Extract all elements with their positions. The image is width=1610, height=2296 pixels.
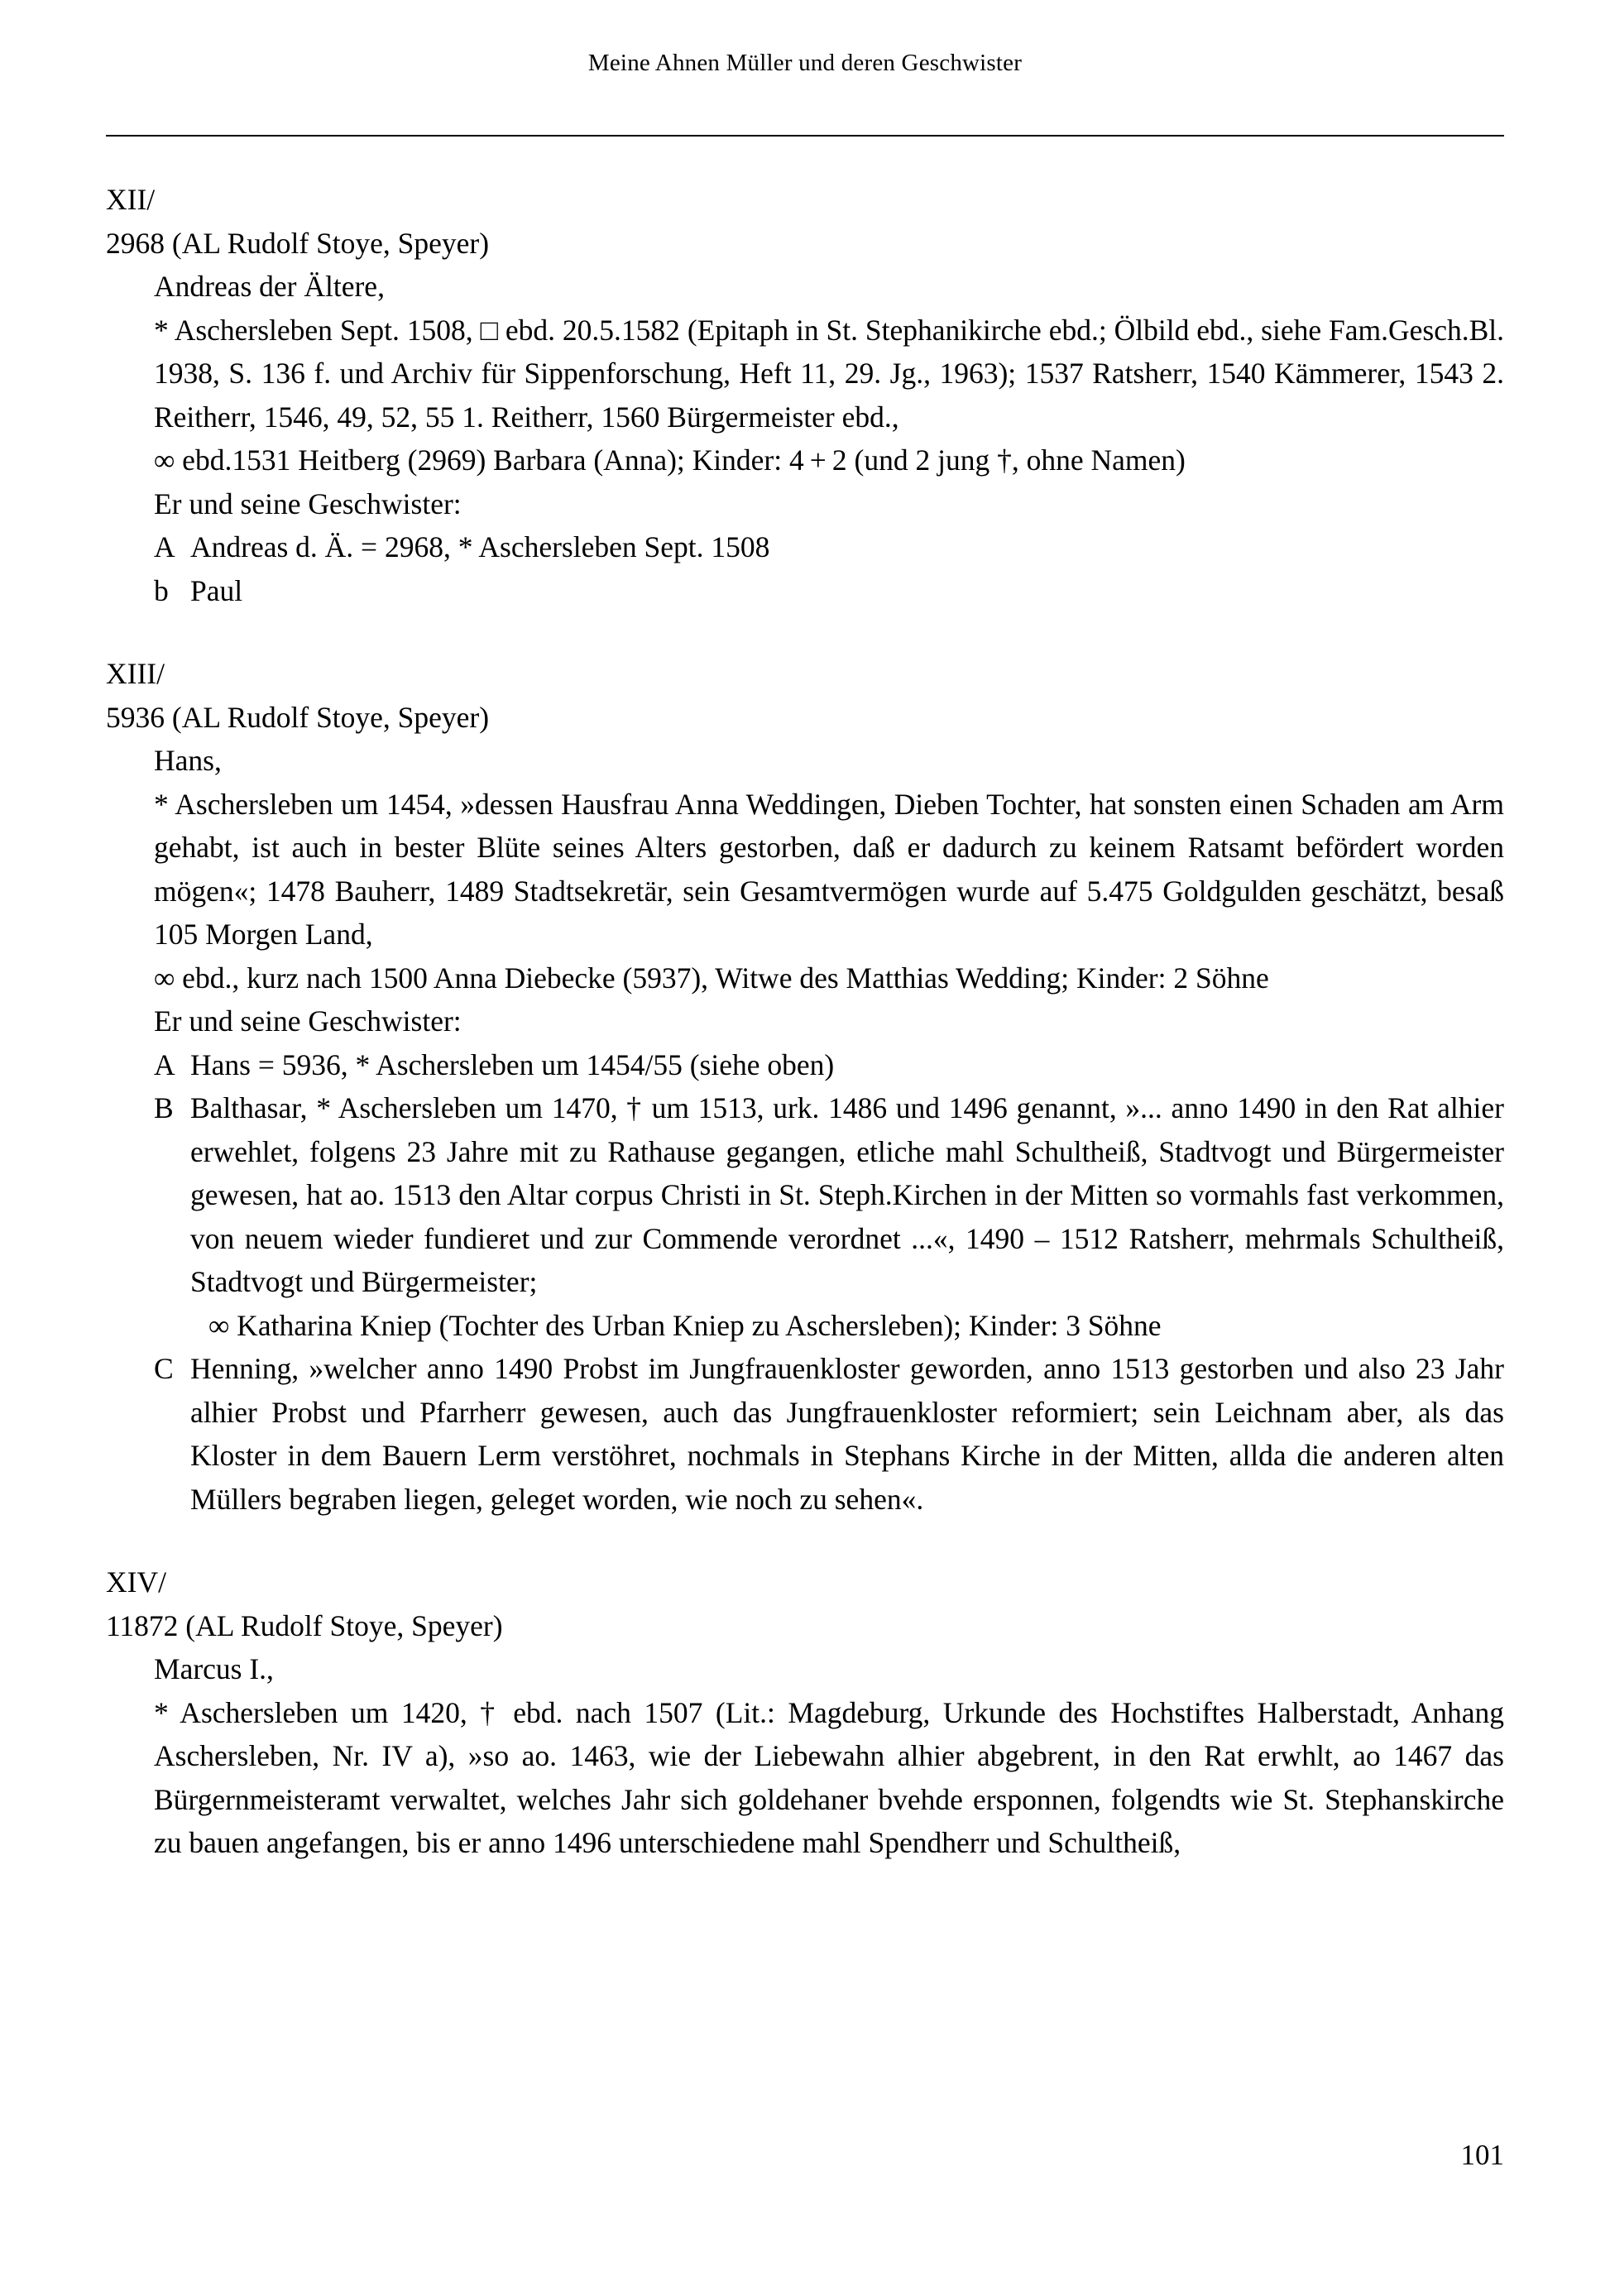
- sibling-entry: [154, 1086, 1504, 1347]
- ancestor-block-xiii: [106, 652, 1504, 1521]
- generation-label: XIII/: [106, 657, 165, 690]
- siblings-heading: Er und seine Geschwister:: [154, 487, 462, 520]
- text-column: [106, 178, 1504, 1865]
- header-rule: [106, 135, 1504, 137]
- sibling-text: Paul: [190, 573, 243, 607]
- ancestor-number-line: 5936 (AL Rudolf Stoye, Speyer): [106, 700, 490, 734]
- person-name: Andreas der Ältere,: [154, 270, 385, 303]
- sibling-main-text: Balthasar, * Aschersleben um 1470, † um 1513, urk. 1486 und 1496 genannt, »... anno 1490 in den Rat alhier erwehlet, folgens 23 Jahre mit zu Rathause gegangen, etliche mahl Schultheiß, Stadtvogt und Bürgermeister gewesen, hat ao. 1513 den Altar corpus Christi in St. Steph.Kirchen in der Mitten so vormahls fast verkommen, von neuem wieder fundieret und zur Commende verordnet ...«, 1490 – 1512 Ratsherr, mehrmals Schultheiß, Stadtvogt und Bürgermeister;: [190, 1091, 1504, 1298]
- page-number: 101: [1460, 2139, 1504, 2171]
- person-vitals: * Aschersleben Sept. 1508, □ ebd. 20.5.1582 (Epitaph in St. Stephanikirche ebd.; Ölbild ebd., siehe Fam.Gesch.Bl. 1938, S. 136 f. und Archiv für Sippenforschung, Heft 11, 29. Jg., 1963); 1537 Ratsherr, 1540 Kämmerer, 1543 2. Reitherr, 1546, 49, 52, 55 1. Reitherr, 1560 Bürgermeister ebd.,: [154, 313, 1504, 434]
- sibling-letter: A: [154, 1047, 175, 1081]
- ancestor-block-xii: [106, 178, 1504, 612]
- sibling-entry: [154, 1347, 1504, 1521]
- sibling-marriage-line: ∞ Katharina Kniep (Tochter des Urban Kniep zu Aschersleben); Kinder: 3 Söhne: [208, 1308, 1162, 1342]
- sibling-entry: [154, 569, 1504, 613]
- ancestor-number-line: 2968 (AL Rudolf Stoye, Speyer): [106, 226, 490, 260]
- sibling-entry: [154, 525, 1504, 569]
- person-name: Marcus I.,: [154, 1652, 274, 1685]
- person-name: Hans,: [154, 744, 222, 777]
- sibling-text: Hans = 5936, * Aschersleben um 1454/55 (siehe oben): [190, 1047, 835, 1081]
- sibling-letter: B: [154, 1091, 174, 1124]
- running-head: Meine Ahnen Müller und deren Geschwister: [587, 50, 1023, 76]
- marriage-line: ∞ ebd.1531 Heitberg (2969) Barbara (Anna); Kinder: 4 + 2 (und 2 jung †, ohne Namen): [154, 443, 1186, 477]
- sibling-letter: A: [154, 530, 175, 563]
- generation-label: XIV/: [106, 1565, 166, 1599]
- sibling-text: [190, 1086, 1504, 1347]
- sibling-letter: b: [154, 573, 169, 607]
- generation-label: XII/: [106, 183, 156, 216]
- sibling-letter: C: [154, 1352, 174, 1385]
- siblings-heading: Er und seine Geschwister:: [154, 1004, 462, 1038]
- person-vitals: * Aschersleben um 1420, † ebd. nach 1507 (Lit.: Magdeburg, Urkunde des Hochstiftes Halberstadt, Anhang Aschersleben, Nr. IV a), »so ao. 1463, wie der Liebewahn alhier abgebrent, in den Rat erwhlt, ao 1467 das Bürgernmeisteramt verwaltet, welches Jahr sich goldehaner bvehde ersponnen, folgendts wie St. Stephanskirche zu bauen angefangen, bis er anno 1496 unterschiedene mahl Spendherr und Schultheiß,: [154, 1695, 1504, 1859]
- person-vitals: * Aschersleben um 1454, »dessen Hausfrau Anna Weddingen, Dieben Tochter, hat sonsten einen Schaden am Arm gehabt, ist auch in bester Blüte seines Alters gestorben, daß er dadurch zu keinem Ratsamt befördert worden mögen«; 1478 Bauherr, 1489 Stadtsekretär, sein Gesamtvermögen wurde auf 5.475 Goldgulden geschätzt, besaß 105 Morgen Land,: [154, 787, 1504, 951]
- marriage-line: ∞ ebd., kurz nach 1500 Anna Diebecke (5937), Witwe des Matthias Wedding; Kinder: 2 Söhne: [154, 961, 1269, 995]
- sibling-text: Henning, »welcher anno 1490 Probst im Jungfrauenkloster geworden, anno 1513 gestorben und also 23 Jahr alhier Probst und Pfarrherr gewesen, auch das Jungfrauenkloster reformiert; sein Leichnam aber, als das Kloster in dem Bauern Lerm verstöhret, nochmals in Stephans Kirche in der Mitten, allda die anderen alten Müllers begraben liegen, geleget worden, wie noch zu sehen«.: [190, 1352, 1504, 1516]
- sibling-text: Andreas d. Ä. = 2968, * Aschersleben Sept. 1508: [190, 530, 770, 563]
- sibling-entry: [154, 1043, 1504, 1087]
- ancestor-number-line: 11872 (AL Rudolf Stoye, Speyer): [106, 1608, 503, 1642]
- ancestor-block-xiv: [106, 1560, 1504, 1865]
